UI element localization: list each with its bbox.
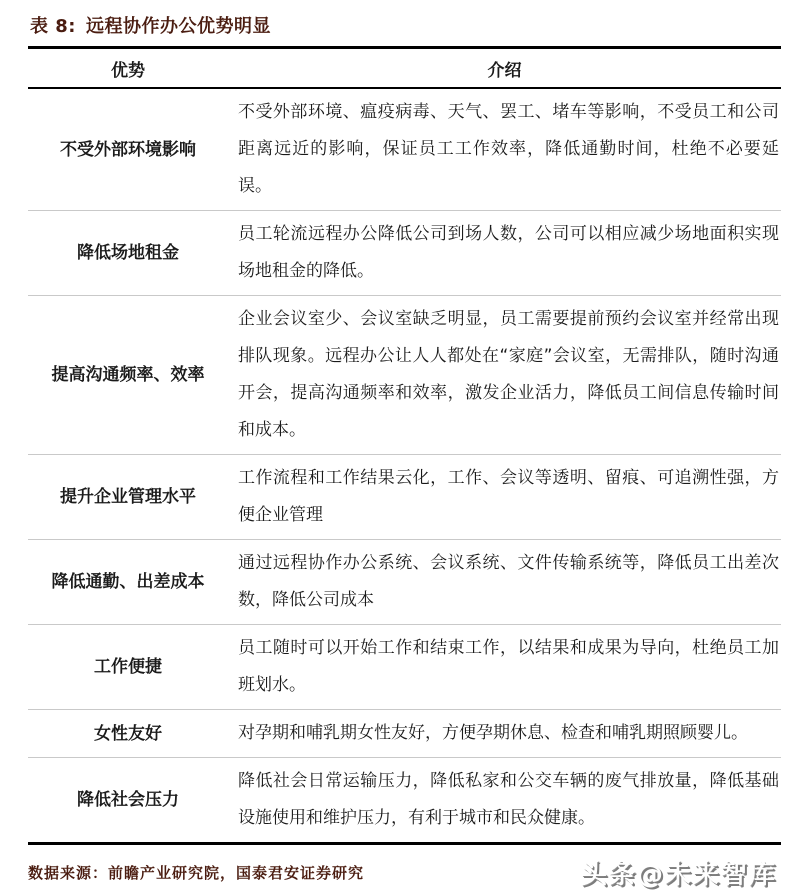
- table-row: [28, 758, 781, 842]
- cell-advantage: 降低场地租金: [77, 243, 179, 263]
- cell-advantage: 降低社会压力: [77, 790, 179, 810]
- column-header-advantage: 优势: [111, 60, 145, 81]
- cell-description: 对孕期和哺乳期女性友好，方便孕期休息、检查和哺乳期照顾婴儿。: [238, 723, 748, 743]
- cell-description: 不受外部环境、瘟疫病毒、天气、罢工、堵车等影响，不受员工和公司距离远近的影响，保证员工工作效率，降低通勤时间，杜绝不必要延误。: [238, 102, 779, 196]
- table-footer: [28, 854, 781, 891]
- table-caption: [28, 8, 781, 46]
- data-source-note: 数据来源：前瞻产业研究院，国泰君安证券研究: [28, 864, 365, 882]
- cell-description: 企业会议室少、会议室缺乏明显，员工需要提前预约会议室并经常出现排队现象。远程办公让人人都处在“家庭”会议室，无需排队，随时沟通开会，提高沟通频率和效率，激发企业活力，降低员工间信息传输时间和成本。: [238, 309, 779, 440]
- cell-description: 降低社会日常运输压力，降低私家和公交车辆的废气排放量，降低基础设施使用和维护压力，有利于城市和民众健康。: [238, 771, 779, 828]
- table-caption-label: 表 8:: [30, 16, 76, 37]
- table-row: [28, 710, 781, 758]
- cell-advantage: 降低通勤、出差成本: [51, 572, 205, 592]
- table-caption-text: 远程协作办公优势明显: [86, 16, 271, 37]
- cell-description: 通过远程协作办公系统、会议系统、文件传输系统等，降低员工出差次数，降低公司成本: [238, 553, 779, 610]
- table-row: [28, 540, 781, 625]
- cell-description: 员工轮流远程办公降低公司到场人数，公司可以相应减少场地面积实现场地租金的降低。: [238, 224, 779, 281]
- cell-advantage: 提高沟通频率、效率: [51, 365, 205, 385]
- cell-description: 工作流程和工作结果云化，工作、会议等透明、留痕、可追溯性强，方便企业管理: [238, 468, 779, 525]
- cell-description: 员工随时可以开始工作和结束工作，以结果和成果为导向，杜绝员工加班划水。: [238, 638, 779, 695]
- table-row: [28, 89, 781, 211]
- table-row: [28, 455, 781, 540]
- table-body: [28, 89, 781, 842]
- column-header-description: 介绍: [487, 60, 522, 81]
- table-row: [28, 211, 781, 296]
- cell-advantage: 女性友好: [94, 723, 162, 744]
- cell-advantage: 工作便捷: [94, 657, 162, 677]
- cell-advantage: 不受外部环境影响: [60, 139, 196, 160]
- table-bottom-rule: [28, 842, 781, 845]
- table-row: [28, 296, 781, 455]
- table-row: [28, 625, 781, 710]
- cell-advantage: 提升企业管理水平: [60, 487, 196, 507]
- toutiao-watermark: 头条@未来智库: [580, 860, 777, 890]
- table-header-row: [28, 49, 781, 87]
